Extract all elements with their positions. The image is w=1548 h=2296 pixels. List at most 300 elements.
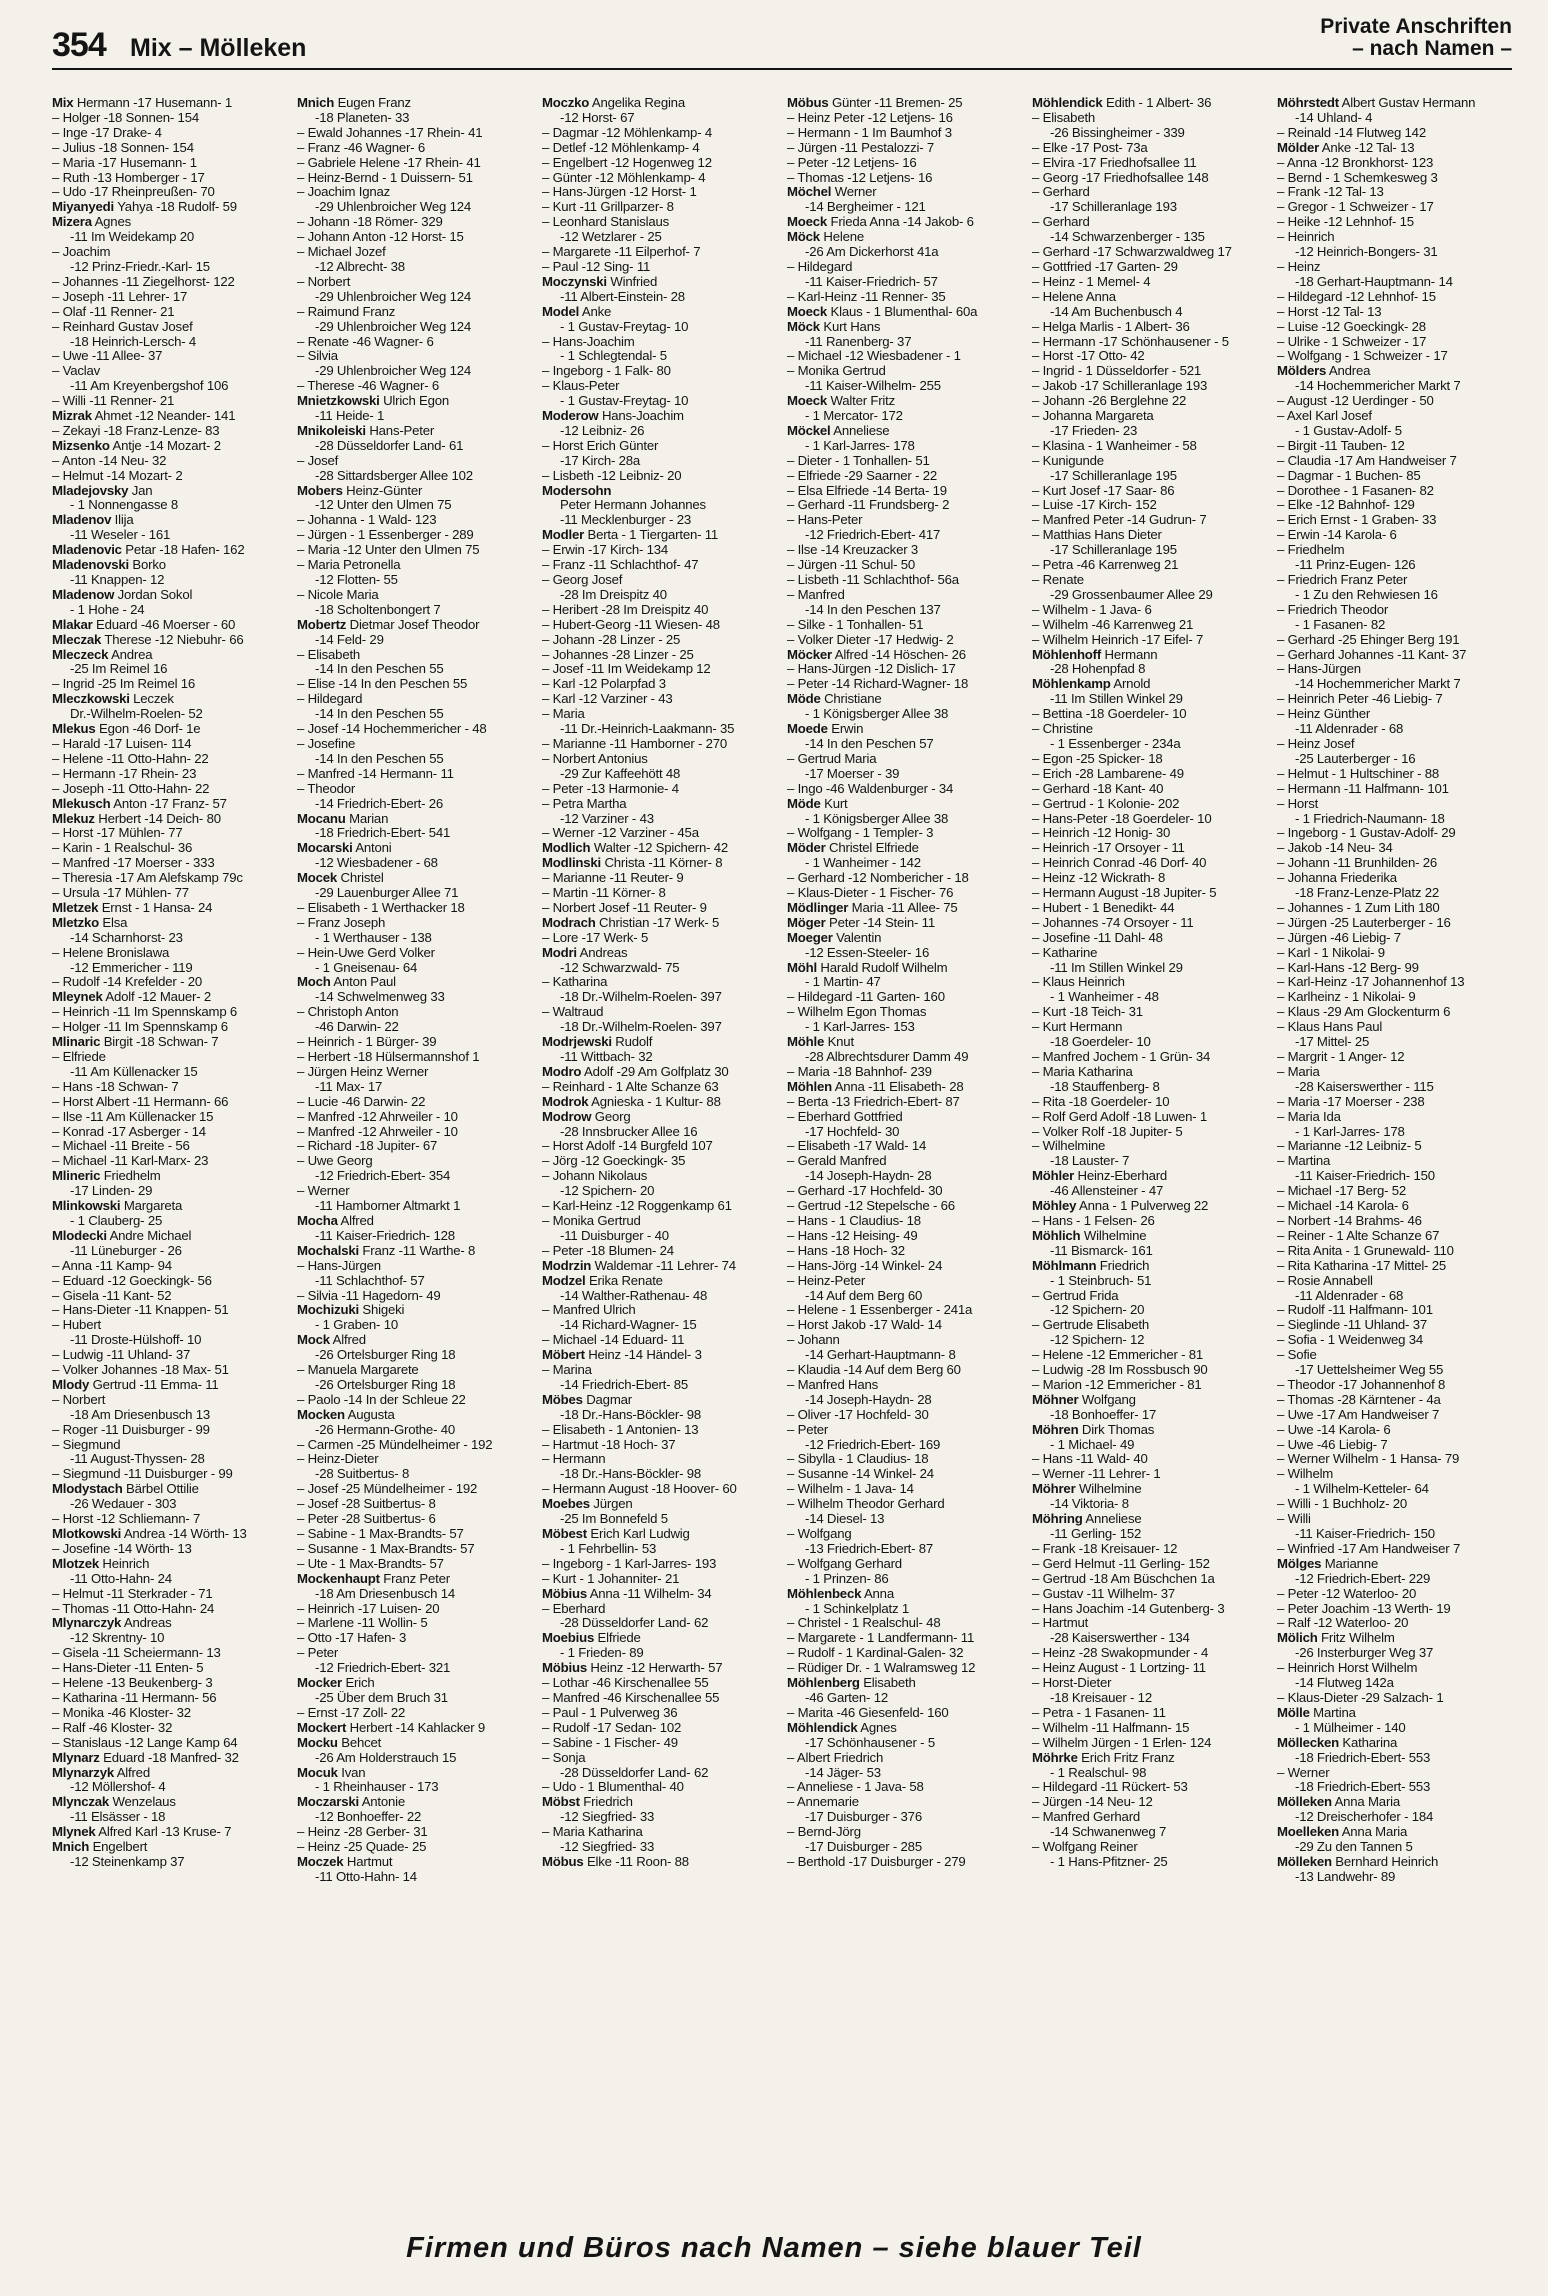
entry-text: -29 Zu den Tannen 5	[1295, 1839, 1413, 1855]
entry-text: -12 Siegfried- 33	[560, 1839, 655, 1855]
entry-text: – Sofia - 1 Weidenweg 34	[1277, 1332, 1423, 1348]
directory-entry	[787, 484, 1022, 499]
directory-entry	[297, 1050, 532, 1065]
entry-surname: Möhler	[1032, 1168, 1075, 1184]
directory-entry	[297, 1423, 532, 1438]
entry-surname: Möhlendick	[787, 1719, 858, 1735]
entry-text: – Gerhard -11 Frundsberg- 2	[787, 497, 950, 513]
entry-text: -18 Bonhoeffer- 17	[1050, 1406, 1157, 1422]
directory-entry	[542, 975, 777, 990]
entry-text: Elfriede	[594, 1630, 641, 1646]
directory-entry	[542, 946, 777, 961]
directory-entry	[1032, 722, 1267, 737]
entry-text: -26 Wedauer - 303	[70, 1496, 177, 1512]
directory-column-5	[1032, 96, 1267, 2216]
entry-text: – Lisbeth -12 Leibniz- 20	[542, 467, 682, 483]
entry-text: – Olaf -11 Renner- 21	[52, 303, 175, 319]
directory-entry	[52, 1169, 287, 1184]
entry-text: – Karl - 1 Nikolai- 9	[1277, 944, 1385, 960]
directory-entry	[1032, 618, 1267, 633]
directory-entry	[1032, 1810, 1267, 1825]
entry-text: – Karl -12 Varziner - 43	[542, 691, 673, 707]
entry-text: – Klaudia -14 Auf dem Berg 60	[787, 1362, 961, 1378]
entry-surname: Modzel	[542, 1272, 586, 1288]
directory-entry	[1032, 1467, 1267, 1482]
entry-text: Gertrud -11 Emma- 11	[89, 1376, 219, 1392]
directory-entry	[52, 1244, 287, 1259]
directory-entry	[1277, 1199, 1512, 1214]
entry-text: – Jürgen -11 Pestalozzi- 7	[787, 139, 935, 155]
directory-entry	[1277, 1095, 1512, 1110]
directory-entry	[1277, 439, 1512, 454]
directory-entry	[1277, 424, 1512, 439]
directory-entry	[542, 1184, 777, 1199]
entry-surname: Mleczeck	[52, 646, 109, 662]
directory-entry	[1032, 1169, 1267, 1184]
entry-text: – Erich -28 Lambarene- 49	[1032, 765, 1184, 781]
entry-text: – Josefine	[297, 735, 356, 751]
directory-entry	[52, 1766, 287, 1781]
directory-entry	[1277, 1333, 1512, 1348]
directory-entry	[542, 767, 777, 782]
entry-text: – Michael -17 Berg- 52	[1277, 1183, 1407, 1199]
directory-entry	[52, 1035, 287, 1050]
entry-text: – Peter -18 Blumen- 24	[542, 1242, 674, 1258]
entry-text: – Anton -14 Neu- 32	[52, 452, 167, 468]
entry-text: – Ingeborg - 1 Karl-Jarres- 193	[542, 1555, 717, 1571]
entry-text: – Monika -46 Kloster- 32	[52, 1704, 191, 1720]
entry-text: Wilhelmine	[1075, 1481, 1142, 1497]
directory-entry	[52, 96, 287, 111]
directory-entry	[297, 618, 532, 633]
entry-text: – Egon -25 Spicker- 18	[1032, 750, 1163, 766]
directory-entry	[542, 961, 777, 976]
directory-entry	[1032, 200, 1267, 215]
entry-text: Angelika Regina	[589, 96, 685, 110]
entry-text: Erwin	[827, 721, 864, 737]
entry-text: Erich Karl Ludwig	[586, 1526, 690, 1541]
directory-entry	[542, 782, 777, 797]
entry-text: Margareta	[120, 1198, 183, 1214]
directory-entry	[1032, 1855, 1267, 1870]
entry-text: -28 Albrechtsdurer Damm 49	[805, 1049, 969, 1064]
entry-text: – Johanna Margareta	[1032, 408, 1154, 424]
entry-text: – Volker Dieter -17 Hedwig- 2	[787, 631, 954, 647]
entry-text: – Holger -18 Sonnen- 154	[52, 109, 199, 125]
entry-text: – Wolfgang	[787, 1526, 852, 1541]
directory-entry	[297, 1333, 532, 1348]
entry-text: – Peter -14 Richard-Wagner- 18	[787, 676, 969, 692]
entry-text: – Ute - 1 Max-Brandts- 57	[297, 1555, 444, 1571]
entry-text: – Ilse -14 Kreuzacker 3	[787, 542, 919, 558]
directory-entry	[1277, 931, 1512, 946]
directory-entry	[297, 1154, 532, 1169]
directory-entry	[297, 1348, 532, 1363]
directory-entry	[787, 1318, 1022, 1333]
entry-text: -29 Uhlenbroicher Weg 124	[315, 199, 472, 215]
directory-entry	[1032, 320, 1267, 335]
directory-entry	[542, 1020, 777, 1035]
entry-text: – Hermann August -18 Jupiter- 5	[1032, 885, 1217, 901]
entry-text: – Siegmund -11 Duisburger - 99	[52, 1466, 233, 1482]
directory-entry	[787, 1229, 1022, 1244]
directory-entry	[1277, 1154, 1512, 1169]
entry-text: – Georg Josef	[542, 572, 623, 587]
directory-entry	[297, 1855, 532, 1870]
entry-surname: Mölders	[1277, 363, 1327, 379]
entry-text: – Herbert -18 Hülsermannshof 1	[297, 1049, 480, 1064]
entry-text: Albert Gustav Hermann	[1338, 96, 1476, 110]
directory-entry	[787, 1855, 1022, 1870]
entry-text: Jürgen	[589, 1496, 633, 1512]
directory-entry	[1032, 409, 1267, 424]
entry-text: -11 Weseler - 161	[70, 527, 171, 543]
directory-entry	[297, 1870, 532, 1885]
directory-entry	[1032, 1646, 1267, 1661]
directory-entry	[542, 1840, 777, 1855]
entry-text: – Horst -12 Tal- 13	[1277, 303, 1382, 319]
entry-text: – Matthias Hans Dieter	[1032, 527, 1162, 543]
directory-entry	[1032, 1333, 1267, 1348]
directory-entry	[787, 1080, 1022, 1095]
directory-entry	[787, 1467, 1022, 1482]
entry-text: – Hans-Jürgen -12 Horst- 1	[542, 184, 697, 200]
entry-text: – Joachim Ignaz	[297, 184, 391, 200]
directory-entry	[297, 111, 532, 126]
entry-text: -11 Max- 17	[315, 1078, 383, 1094]
directory-entry	[297, 424, 532, 439]
directory-entry	[542, 394, 777, 409]
entry-text: – Gerhard -17 Schwarzwaldweg 17	[1032, 244, 1232, 260]
entry-text: – Johannes -74 Orsoyer - 11	[1032, 914, 1194, 930]
directory-entry	[297, 1482, 532, 1497]
directory-entry	[1277, 1810, 1512, 1825]
directory-entry	[1277, 1303, 1512, 1318]
entry-text: Anna Maria	[1338, 1824, 1408, 1840]
entry-surname: Mölder	[1277, 139, 1320, 155]
directory-entry	[787, 364, 1022, 379]
directory-entry	[297, 200, 532, 215]
entry-text: – Heinz August - 1 Lortzing- 11	[1032, 1660, 1206, 1676]
entry-surname: Möcker	[787, 646, 832, 662]
directory-entry	[297, 1199, 532, 1214]
directory-entry	[297, 171, 532, 186]
entry-text: -11 Am Küllenacker 15	[70, 1063, 198, 1079]
entry-text: Erika Renate	[585, 1272, 663, 1288]
entry-text: – Manfred -12 Ahrweiler - 10	[297, 1123, 458, 1139]
directory-entry	[1277, 111, 1512, 126]
directory-entry	[542, 171, 777, 186]
entry-text: – Birgit -11 Tauben- 12	[1277, 437, 1405, 453]
entry-text: Waldemar -11 Lehrer- 74	[591, 1257, 736, 1273]
directory-entry	[1277, 1452, 1512, 1467]
directory-entry	[297, 841, 532, 856]
directory-entry	[1277, 1751, 1512, 1766]
entry-text: – Manfred -46 Kirschenallee 55	[542, 1689, 720, 1705]
directory-entry	[542, 1542, 777, 1557]
entry-text: Yahya -18 Rudolf- 59	[113, 199, 237, 215]
entry-text: Hermann -17 Husemann- 1	[73, 96, 233, 110]
entry-text: – Klaus Hans Paul	[1277, 1019, 1383, 1035]
directory-entry	[52, 1706, 287, 1721]
entry-text: – Elise -14 In den Peschen 55	[297, 676, 468, 692]
directory-entry	[542, 1095, 777, 1110]
entry-text: – Berthold -17 Duisburger - 279	[787, 1853, 966, 1869]
entry-text: – Katharina	[542, 974, 608, 990]
entry-text: – Gerhard Johannes -11 Kant- 37	[1277, 646, 1467, 662]
entry-text: Knut	[824, 1034, 854, 1050]
directory-entry	[1032, 424, 1267, 439]
entry-text: – Heinz Josef	[1277, 735, 1355, 751]
entry-text: – Harald -17 Luisen- 114	[52, 735, 192, 751]
entry-text: - 1 Hohe - 24	[70, 601, 145, 617]
entry-text: – Kurt Josef -17 Saar- 86	[1032, 482, 1175, 498]
entry-text: -11 August-Thyssen- 28	[70, 1451, 205, 1467]
directory-entry	[787, 737, 1022, 752]
directory-entry	[542, 1259, 777, 1274]
entry-text: -12 Essen-Steeler- 16	[805, 944, 930, 960]
entry-surname: Möhlenbeck	[787, 1585, 862, 1601]
directory-entry	[542, 558, 777, 573]
directory-entry	[542, 841, 777, 856]
entry-surname: Mocku	[297, 1734, 338, 1750]
entry-text: -14 Hochemmericher Markt 7	[1295, 378, 1461, 394]
entry-surname: Mladenovic	[52, 542, 122, 558]
directory-entry	[52, 1751, 287, 1766]
directory-column-1	[52, 96, 287, 2216]
directory-entry	[52, 692, 287, 707]
directory-entry	[542, 1616, 777, 1631]
entry-text: -17 Kirch- 28a	[560, 452, 641, 468]
directory-entry	[787, 1139, 1022, 1154]
entry-text: – Heinz -12 Wickrath- 8	[1032, 870, 1166, 886]
directory-entry	[1277, 588, 1512, 603]
entry-text: Maria -11 Allee- 75	[848, 899, 958, 915]
entry-text: -11 Dr.-Heinrich-Laakmann- 35	[560, 721, 735, 737]
entry-text: – Heribert -28 Im Dreispitz 40	[542, 601, 709, 617]
entry-text: -46 Garten- 12	[805, 1689, 888, 1705]
directory-entry	[1277, 648, 1512, 663]
entry-text: -12 Albrecht- 38	[315, 258, 405, 274]
directory-entry	[542, 648, 777, 663]
entry-text: -18 Friedrich-Ebert- 553	[1295, 1779, 1431, 1795]
directory-entry	[1032, 1780, 1267, 1795]
directory-entry	[1032, 1423, 1267, 1438]
directory-entry	[787, 528, 1022, 543]
entry-text: Ilija	[111, 512, 134, 528]
directory-entry	[1277, 722, 1512, 737]
entry-text: – Wolfgang Gerhard	[787, 1555, 902, 1571]
entry-text: -14 Schwarzenberger - 135	[1050, 229, 1205, 245]
directory-entry	[1032, 737, 1267, 752]
entry-text: – Gerhard -12 Nombericher - 18	[787, 870, 969, 886]
directory-entry	[52, 707, 287, 722]
directory-entry	[542, 469, 777, 484]
entry-text: – Karl-Heinz -12 Roggenkamp 61	[542, 1198, 732, 1214]
entry-text: – Gertrude Elisabeth	[1032, 1317, 1149, 1333]
directory-entry	[297, 379, 532, 394]
entry-text: Antonie	[358, 1794, 406, 1810]
directory-entry	[52, 767, 287, 782]
directory-entry	[1277, 156, 1512, 171]
entry-text: Walter Fritz	[827, 393, 896, 409]
entry-text: – Josefine -11 Dahl- 48	[1032, 929, 1163, 945]
directory-entry	[1277, 364, 1512, 379]
entry-text: -28 Kaiserswerther - 134	[1050, 1630, 1190, 1646]
directory-entry	[52, 320, 287, 335]
directory-entry	[787, 1169, 1022, 1184]
directory-entry	[297, 1616, 532, 1631]
directory-entry	[542, 424, 777, 439]
directory-entry	[1032, 528, 1267, 543]
entry-text: – Reiner - 1 Alte Schanze 67	[1277, 1227, 1440, 1243]
entry-surname: Modrach	[542, 914, 596, 930]
entry-text: – Horst Albert -11 Hermann- 66	[52, 1093, 229, 1109]
directory-entry	[787, 141, 1022, 156]
entry-text: - 1 Gustav-Freytag- 10	[560, 318, 689, 334]
entry-text: – Ingeborg - 1 Falk- 80	[542, 363, 671, 379]
entry-text: – Detlef -12 Möhlenkamp- 4	[542, 139, 700, 155]
directory-entry	[297, 871, 532, 886]
entry-text: Bärbel Ottilie	[122, 1481, 199, 1497]
directory-entry	[542, 856, 777, 871]
entry-text: – Anna -11 Kamp- 94	[52, 1257, 172, 1273]
directory-entry	[1277, 1065, 1512, 1080]
directory-entry	[787, 603, 1022, 618]
directory-entry	[787, 633, 1022, 648]
directory-entry	[542, 901, 777, 916]
entry-text: – Manfred	[787, 586, 845, 602]
directory-entry	[1277, 1125, 1512, 1140]
entry-text: – Theresia -17 Am Alefskamp 79c	[52, 870, 243, 886]
entry-text: – Kurt -18 Teich- 31	[1032, 1004, 1143, 1020]
directory-entry	[787, 946, 1022, 961]
directory-entry	[1277, 1691, 1512, 1706]
entry-text: – Johann -18 Römer- 329	[297, 214, 443, 230]
directory-entry	[297, 1557, 532, 1572]
directory-entry	[1277, 662, 1512, 677]
entry-surname: Moczynski	[542, 273, 607, 289]
directory-entry	[297, 662, 532, 677]
entry-text: -25 Im Reimel 16	[70, 661, 168, 677]
directory-entry	[52, 1438, 287, 1453]
directory-entry	[542, 886, 777, 901]
directory-entry	[52, 1810, 287, 1825]
directory-entry	[52, 826, 287, 841]
directory-entry	[787, 1348, 1022, 1363]
entry-text: -14 Jäger- 53	[805, 1764, 881, 1780]
entry-surname: Mölges	[1277, 1555, 1322, 1571]
entry-text: -18 Stauffenberg- 8	[1050, 1078, 1160, 1094]
entry-text: – Johann	[787, 1332, 840, 1348]
entry-text: – Uwe -14 Karola- 6	[1277, 1421, 1391, 1437]
entry-text: – Rita -18 Goerdeler- 10	[1032, 1093, 1170, 1109]
directory-entry	[1277, 290, 1512, 305]
directory-entry	[1032, 1602, 1267, 1617]
directory-entry	[1277, 1050, 1512, 1065]
entry-text: Andreas	[576, 944, 628, 960]
entry-surname: Mochizuki	[297, 1302, 359, 1318]
entry-text: -12 Horst- 67	[560, 109, 635, 125]
directory-entry	[1277, 886, 1512, 901]
entry-text: -28 Sittardsberger Allee 102	[315, 467, 473, 483]
entry-surname: Möhley	[1032, 1198, 1077, 1214]
entry-surname: Mochalski	[297, 1242, 359, 1258]
directory-entry	[1277, 498, 1512, 513]
directory-entry	[1277, 230, 1512, 245]
directory-entry	[1277, 975, 1512, 990]
directory-entry	[52, 573, 287, 588]
directory-entry	[542, 1706, 777, 1721]
entry-text: - 1 Rheinhauser - 173	[315, 1779, 439, 1795]
entry-text: – Horst -17 Otto- 42	[1032, 348, 1145, 364]
directory-entry	[1277, 737, 1512, 752]
entry-text: – Leonhard Stanislaus	[542, 214, 670, 230]
entry-text: – Peter -12 Waterloo- 20	[1277, 1585, 1417, 1601]
entry-text: - 1 Michael- 49	[1050, 1436, 1135, 1452]
entry-text: – Hans-Jürgen	[297, 1257, 381, 1273]
entry-text: -14 Uhland- 4	[1295, 109, 1373, 125]
entry-text: – Heinz-Peter	[787, 1272, 866, 1288]
entry-text: -14 In den Peschen 55	[315, 706, 444, 722]
entry-text: Jan	[128, 482, 153, 498]
entry-surname: Möckel	[787, 422, 831, 438]
entry-text: - 1 Fasanen- 82	[1295, 616, 1386, 632]
entry-text: - 1 Steinbruch- 51	[1050, 1272, 1152, 1288]
directory-entry	[787, 1020, 1022, 1035]
directory-entry	[1277, 901, 1512, 916]
entry-text: – Gertrud - 1 Kolonie- 202	[1032, 795, 1180, 811]
directory-entry	[52, 1259, 287, 1274]
entry-text: - 1 Mercator- 172	[805, 408, 903, 424]
entry-text: -14 Viktoria- 8	[1050, 1496, 1129, 1512]
entry-text: – Werner Wilhelm - 1 Hansa- 79	[1277, 1451, 1460, 1467]
entry-surname: Miyanyedi	[52, 199, 114, 215]
entry-text: – Eberhard Gottfried	[787, 1108, 903, 1124]
entry-text: – Kunigunde	[1032, 452, 1104, 468]
entry-text: -11 Am Kreyenbergshof 106	[70, 378, 229, 394]
entry-text: – Eberhard	[542, 1600, 606, 1616]
entry-text: – Gerhard -18 Kant- 40	[1032, 780, 1164, 796]
directory-entry	[297, 245, 532, 260]
entry-surname: Mölleken	[1277, 1794, 1332, 1810]
entry-text: -11 Knappen- 12	[70, 572, 165, 587]
directory-entry	[52, 1691, 287, 1706]
directory-entry	[787, 245, 1022, 260]
directory-entry	[52, 1840, 287, 1855]
entry-text: Peter Hermann Johannes	[560, 497, 706, 513]
directory-entry	[297, 96, 532, 111]
directory-entry	[52, 349, 287, 364]
entry-text: – Carmen -25 Mündelheimer - 192	[297, 1436, 493, 1452]
directory-entry	[1277, 260, 1512, 275]
entry-text: – Heinrich Conrad -46 Dorf- 40	[1032, 855, 1207, 871]
entry-text: -28 Im Dreispitz 40	[560, 586, 667, 602]
entry-text: Georg	[591, 1108, 631, 1124]
directory-entry	[542, 797, 777, 812]
directory-entry	[542, 349, 777, 364]
entry-text: - 1 Gustav-Freytag- 10	[560, 393, 689, 409]
entry-surname: Mocek	[297, 870, 338, 886]
entry-text: – Hermann	[542, 1451, 606, 1467]
directory-entry	[1032, 1691, 1267, 1706]
directory-entry	[1277, 1005, 1512, 1020]
directory-entry	[787, 1125, 1022, 1140]
directory-entry	[297, 886, 532, 901]
entry-text: – Petra -46 Karrenweg 21	[1032, 557, 1179, 573]
directory-entry	[297, 1303, 532, 1318]
directory-entry	[542, 305, 777, 320]
